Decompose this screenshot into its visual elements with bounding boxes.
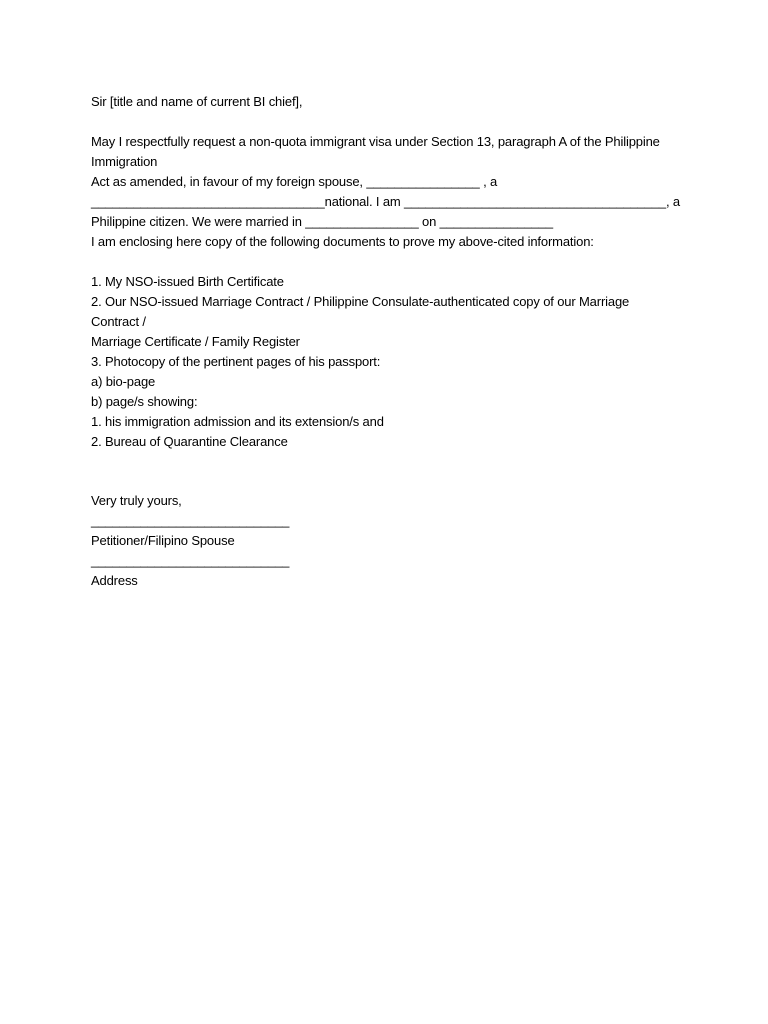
body-line: I am enclosing here copy of the following documents to prove my above-cited information: xyxy=(91,234,594,249)
spacer xyxy=(91,112,691,132)
document-list-item: 2. Bureau of Quarantine Clearance xyxy=(91,434,288,449)
signature-line: ____________________________ xyxy=(91,513,290,528)
document-list-item: 2. Our NSO-issued Marriage Contract / Philippine Consulate-authenticated copy of our Marriage xyxy=(91,294,630,309)
salutation: Sir [title and name of current BI chief], xyxy=(91,94,303,109)
spacer xyxy=(91,252,691,272)
document-list-item: Marriage Certificate / Family Register xyxy=(91,334,300,349)
spacer xyxy=(91,472,691,491)
closing: Very truly yours, xyxy=(91,493,182,508)
document-list-item: 1. his immigration admission and its extension/s and xyxy=(91,414,384,429)
address-label: Address xyxy=(91,573,138,588)
document-list-item: a) bio-page xyxy=(91,374,156,389)
body-line: Philippine citizen. We were married in ________________ on ________________ xyxy=(91,214,553,229)
body-line: _________________________________national. I am _____________________________________, a xyxy=(91,194,681,209)
address-line: ____________________________ xyxy=(91,553,290,568)
body-line: Immigration xyxy=(91,154,158,169)
document-list-item: b) page/s showing: xyxy=(91,394,198,409)
document-list-item: Contract / xyxy=(91,314,146,329)
signatory-label: Petitioner/Filipino Spouse xyxy=(91,533,235,548)
spacer xyxy=(91,452,691,472)
body-line: Act as amended, in favour of my foreign spouse, ________________ , a xyxy=(91,174,498,189)
body-line: May I respectfully request a non-quota immigrant visa under Section 13, paragraph A of the Philippine xyxy=(91,134,660,149)
document-list-item: 3. Photocopy of the pertinent pages of his passport: xyxy=(91,354,381,369)
letter-body xyxy=(91,92,691,591)
document-list-item: 1. My NSO-issued Birth Certificate xyxy=(91,274,284,289)
